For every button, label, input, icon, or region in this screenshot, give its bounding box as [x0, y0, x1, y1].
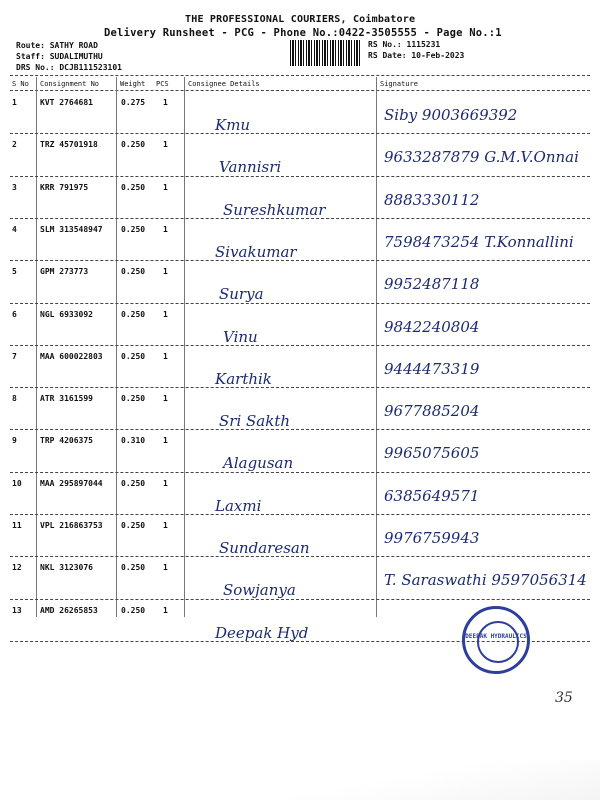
- row-consignee-handwritten: Deepak Hyd: [215, 623, 309, 642]
- row-weight: 0.250: [121, 394, 146, 404]
- row-consignment-no: VPL 216863753: [40, 521, 103, 530]
- row-weight: 0.250: [121, 224, 146, 234]
- row-consignment-no: MAA 295897044: [40, 478, 103, 488]
- row-consignee-handwritten: Kmu: [215, 116, 251, 134]
- row-signature-handwritten: T. Saraswathi 9597056314: [384, 571, 587, 590]
- row-sno: 2: [12, 140, 17, 150]
- row-consignee-handwritten: Karthik: [215, 369, 272, 388]
- col-divider: [116, 77, 117, 617]
- row-sno: 6: [12, 309, 17, 319]
- drs-number: DRS No.: DCJB111523101: [16, 63, 122, 72]
- row-weight: 0.310: [121, 436, 146, 446]
- row-signature-handwritten: 9444473319: [384, 359, 480, 378]
- col-divider: [184, 77, 185, 617]
- row-rule: [10, 133, 590, 134]
- row-weight: 0.275: [121, 98, 146, 107]
- row-sno: 1: [12, 98, 17, 107]
- company-stamp: [462, 606, 530, 674]
- row-pcs: 1: [163, 521, 168, 530]
- row-weight: 0.250: [121, 309, 146, 319]
- row-consignee-handwritten: Sureshkumar: [223, 200, 326, 219]
- row-consignment-no: GPM 273773: [40, 267, 89, 277]
- row-consignment-no: SLM 313548947: [40, 224, 103, 234]
- row-sno: 4: [12, 224, 17, 234]
- row-sno: 10: [12, 478, 22, 488]
- row-sno: 13: [12, 605, 22, 615]
- row-consignment-no: TRZ 45701918: [40, 140, 98, 150]
- col-signature: Signature: [380, 80, 418, 88]
- row-consignment-no: MAA 600022803: [40, 351, 103, 361]
- row-weight: 0.250: [121, 182, 146, 192]
- row-consignee-handwritten: Sundaresan: [219, 539, 310, 557]
- row-rule: [10, 218, 590, 219]
- row-consignee-handwritten: Laxmi: [215, 496, 262, 515]
- row-rule: [10, 472, 590, 473]
- row-consignment-no: TRP 4206375: [40, 436, 93, 446]
- row-pcs: 1: [163, 98, 168, 107]
- col-divider: [376, 77, 377, 617]
- stamp-inner-ring: [477, 621, 519, 663]
- col-consignee: Consignee Details: [188, 80, 260, 88]
- row-weight: 0.250: [121, 521, 146, 530]
- staff-label: Staff: SUDALIMUTHU: [16, 52, 103, 61]
- col-divider: [36, 77, 37, 617]
- row-consignee-handwritten: Sri Sakth: [219, 412, 291, 431]
- row-pcs: 1: [163, 436, 168, 446]
- row-rule: [10, 599, 590, 600]
- row-consignment-no: AMD 26265853: [40, 605, 98, 615]
- rs-number: RS No.: 1115231: [368, 40, 441, 49]
- row-sno: 8: [12, 394, 17, 404]
- row-pcs: 1: [163, 267, 168, 277]
- row-sno: 11: [12, 521, 22, 530]
- row-signature-handwritten: 9677885204: [384, 402, 480, 421]
- row-weight: 0.250: [121, 351, 146, 361]
- row-sno: 5: [12, 267, 17, 277]
- row-signature-handwritten: 9842240804: [384, 317, 480, 336]
- row-pcs: 1: [163, 224, 168, 234]
- barcode: [290, 40, 360, 66]
- row-weight: 0.250: [121, 563, 146, 573]
- col-sno: S No: [12, 80, 29, 88]
- row-signature-handwritten: 6385649571: [384, 486, 480, 505]
- route-label: Route: SATHY ROAD: [16, 41, 98, 50]
- row-consignment-no: NKL 3123076: [40, 563, 93, 573]
- row-consignee-handwritten: Vannisri: [219, 158, 282, 177]
- row-pcs: 1: [163, 605, 168, 615]
- row-signature-handwritten: 7598473254 T.Konnallini: [384, 232, 574, 251]
- row-pcs: 1: [163, 140, 168, 150]
- stamp-text: DEEPAK HYDRAULICS: [465, 633, 527, 640]
- row-pcs: 1: [163, 309, 168, 319]
- row-consignee-handwritten: Surya: [219, 285, 264, 304]
- row-rule: [10, 303, 590, 304]
- row-consignment-no: NGL 6933092: [40, 309, 93, 319]
- row-rule: [10, 556, 590, 557]
- row-pcs: 1: [163, 351, 168, 361]
- row-sno: 3: [12, 182, 17, 192]
- row-signature-handwritten: 9976759943: [384, 529, 480, 547]
- row-sno: 9: [12, 436, 17, 446]
- header-rule: [10, 90, 590, 91]
- row-weight: 0.250: [121, 267, 146, 277]
- row-signature-handwritten: Siby 9003669392: [384, 106, 518, 124]
- row-rule: [10, 345, 590, 346]
- row-pcs: 1: [163, 394, 168, 404]
- company-name: THE PROFESSIONAL COURIERS, Coimbatore: [185, 14, 416, 25]
- row-pcs: 1: [163, 182, 168, 192]
- col-weight: Weight: [120, 80, 146, 88]
- row-rule: [10, 176, 590, 177]
- row-sno: 12: [12, 563, 22, 573]
- row-signature-handwritten: 8883330112: [384, 190, 480, 209]
- row-signature-handwritten: 9965075605: [384, 444, 480, 463]
- col-consignment: Consignment No: [40, 80, 100, 88]
- row-consignee-handwritten: Sivakumar: [215, 242, 297, 261]
- row-consignee-handwritten: Sowjanya: [223, 581, 296, 600]
- row-rule: [10, 387, 590, 388]
- col-pcs: PCS: [156, 80, 169, 88]
- row-signature-handwritten: 9952487118: [384, 275, 480, 294]
- rs-date: RS Date: 10-Feb-2023: [368, 51, 465, 60]
- row-consignment-no: KRR 791975: [40, 182, 89, 192]
- page-shadow: [0, 760, 600, 800]
- row-pcs: 1: [163, 563, 168, 573]
- row-consignee-handwritten: Vinu: [223, 327, 258, 346]
- row-rule: [10, 514, 590, 515]
- row-weight: 0.250: [121, 140, 146, 150]
- row-rule: [10, 260, 590, 261]
- row-weight: 0.250: [121, 605, 146, 615]
- row-sno: 7: [12, 351, 17, 361]
- row-weight: 0.250: [121, 478, 146, 488]
- runsheet-title: Delivery Runsheet - PCG - Phone No.:0422-3505555 - Page No.:1: [104, 27, 502, 39]
- row-rule: [10, 429, 590, 430]
- table-top-rule: [10, 75, 590, 76]
- row-consignment-no: ATR 3161599: [40, 394, 93, 404]
- row-signature-handwritten: 9633287879 G.M.V.Onnai: [384, 148, 579, 167]
- row-consignee-handwritten: Alagusan: [223, 454, 294, 473]
- row-pcs: 1: [163, 478, 168, 488]
- row-consignment-no: KVT 2764681: [40, 98, 93, 107]
- handwritten-mark: 35: [555, 690, 573, 706]
